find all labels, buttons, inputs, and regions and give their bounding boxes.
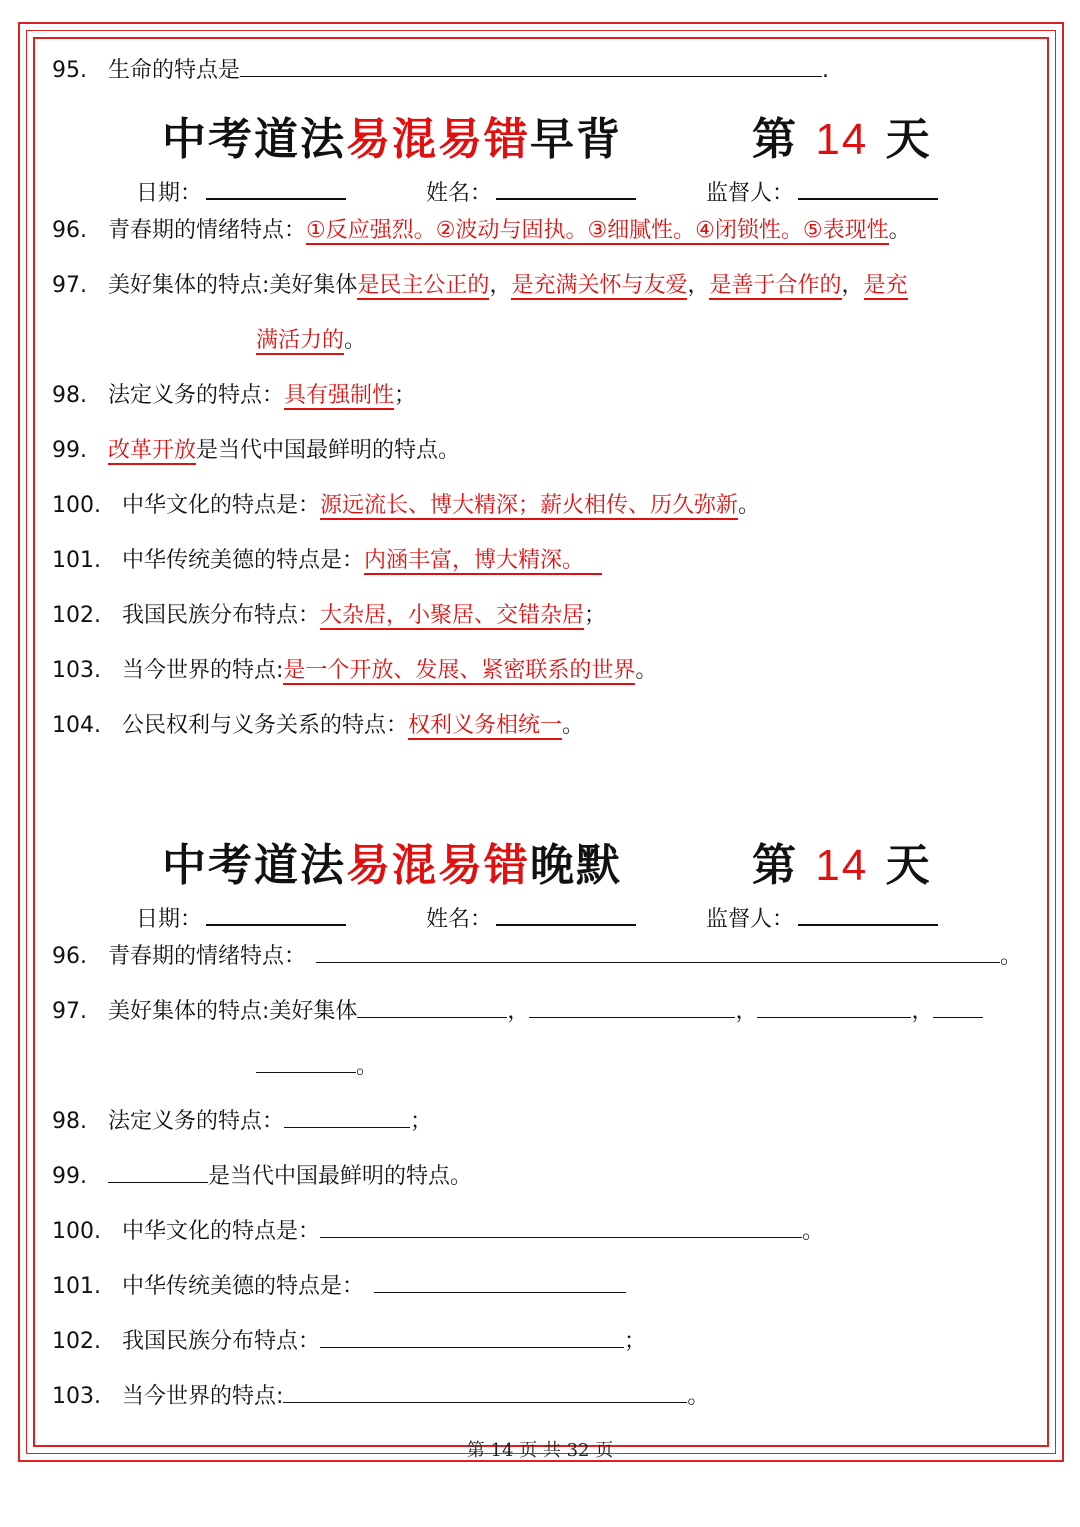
evening-title: 中考道法易混易错晚默 第 14 天 [162,838,622,894]
answer: 是一个开放、发展、紧密联系的世界 [283,658,636,683]
answer-blank[interactable] [933,999,983,1018]
answer: 是充 [863,273,908,298]
date-field: 日期： [136,178,346,209]
morning-question-102: 102. 我国民族分布特点：大杂居，小聚居、交错杂居； [52,603,607,628]
answer-blank[interactable] [374,1274,626,1293]
question-95: 95. 生命的特点是 . [52,58,830,83]
day-label: 第 14 天 [752,840,932,891]
name-blank[interactable] [496,178,636,200]
date-blank[interactable] [206,904,346,926]
evening-question-101: 101. 中华传统美德的特点是： [52,1272,626,1302]
supervisor-field: 监督人： [706,904,938,935]
answer-blank[interactable] [108,1164,208,1183]
answer-blank[interactable] [357,999,507,1018]
answer: ①反应强烈。②波动与固执。③细腻性。④闭锁性。⑤表现性 [306,218,889,243]
answer: 大杂居，小聚居、交错杂居 [320,603,585,628]
morning-question-99: 99. 改革开放是当代中国最鲜明的特点。 [52,438,461,463]
answer: 是善于合作的 [709,273,842,298]
answer: 改革开放 [108,438,197,463]
supervisor-blank[interactable] [798,904,938,926]
answer-blank[interactable] [320,1329,624,1348]
morning-question-98: 98. 法定义务的特点：具有强制性； [52,383,417,408]
answer: 是充满关怀与友爱 [511,273,688,298]
answer-blank[interactable] [316,944,1000,963]
morning-question-100: 100. 中华文化的特点是：源远流长、博大精深；薪火相传、历久弥新。 [52,493,761,518]
evening-question-96: 96. 青春期的情绪特点： 。 [52,944,1023,969]
evening-question-97-cont: 。 [256,1052,378,1082]
evening-question-98: 98. 法定义务的特点： ； [52,1109,433,1134]
name-field: 姓名： [426,904,636,935]
name-field: 姓名： [426,178,636,209]
name-blank[interactable] [496,904,636,926]
answer-blank[interactable] [320,1219,802,1238]
supervisor-blank[interactable] [798,178,938,200]
answer: 权利义务相统一 [408,713,563,738]
day-label: 第 14 天 [752,114,932,165]
answer-blank[interactable] [757,999,911,1018]
answer-blank[interactable] [529,999,735,1018]
answer-blank[interactable] [256,1054,356,1073]
evening-question-102: 102. 我国民族分布特点： ； [52,1329,647,1354]
morning-question-97-cont: 满活力的。 [256,328,367,353]
answer-blank[interactable] [284,1109,410,1128]
date-field: 日期： [136,904,346,935]
morning-question-104: 104. 公民权利与义务关系的特点：权利义务相统一。 [52,713,585,738]
evening-question-99: 99. 是当代中国最鲜明的特点。 [52,1164,473,1189]
answer-blank[interactable] [240,58,822,77]
morning-question-101: 101. 中华传统美德的特点是：内涵丰富，博大精深。 [52,546,602,576]
answer: 源远流长、博大精深；薪火相传、历久弥新 [320,493,739,518]
answer: 具有强制性 [284,383,395,408]
morning-question-96: 96. 青春期的情绪特点：①反应强烈。②波动与固执。③细腻性。④闭锁性。⑤表现性。 [52,218,911,243]
evening-question-100: 100. 中华文化的特点是： 。 [52,1219,825,1244]
answer: 是民主公正的 [357,273,490,298]
morning-question-103: 103. 当今世界的特点:是一个开放、发展、紧密联系的世界。 [52,658,658,683]
answer-blank[interactable] [283,1384,687,1403]
supervisor-field: 监督人： [706,178,938,209]
answer: 内涵丰富，博大精深。 [364,548,602,575]
answer: 满活力的 [256,328,345,353]
morning-title: 中考道法易混易错早背 第 14 天 [162,112,622,168]
evening-question-97: 97. 美好集体的特点:美好集体 ， ， ， [52,997,983,1027]
page-footer: 第 14 页 共 32 页 [466,1440,614,1461]
morning-question-97: 97. 美好集体的特点:美好集体是民主公正的，是充满关怀与友爱，是善于合作的，是充 [52,273,908,298]
evening-question-103: 103. 当今世界的特点: 。 [52,1384,710,1409]
date-blank[interactable] [206,178,346,200]
